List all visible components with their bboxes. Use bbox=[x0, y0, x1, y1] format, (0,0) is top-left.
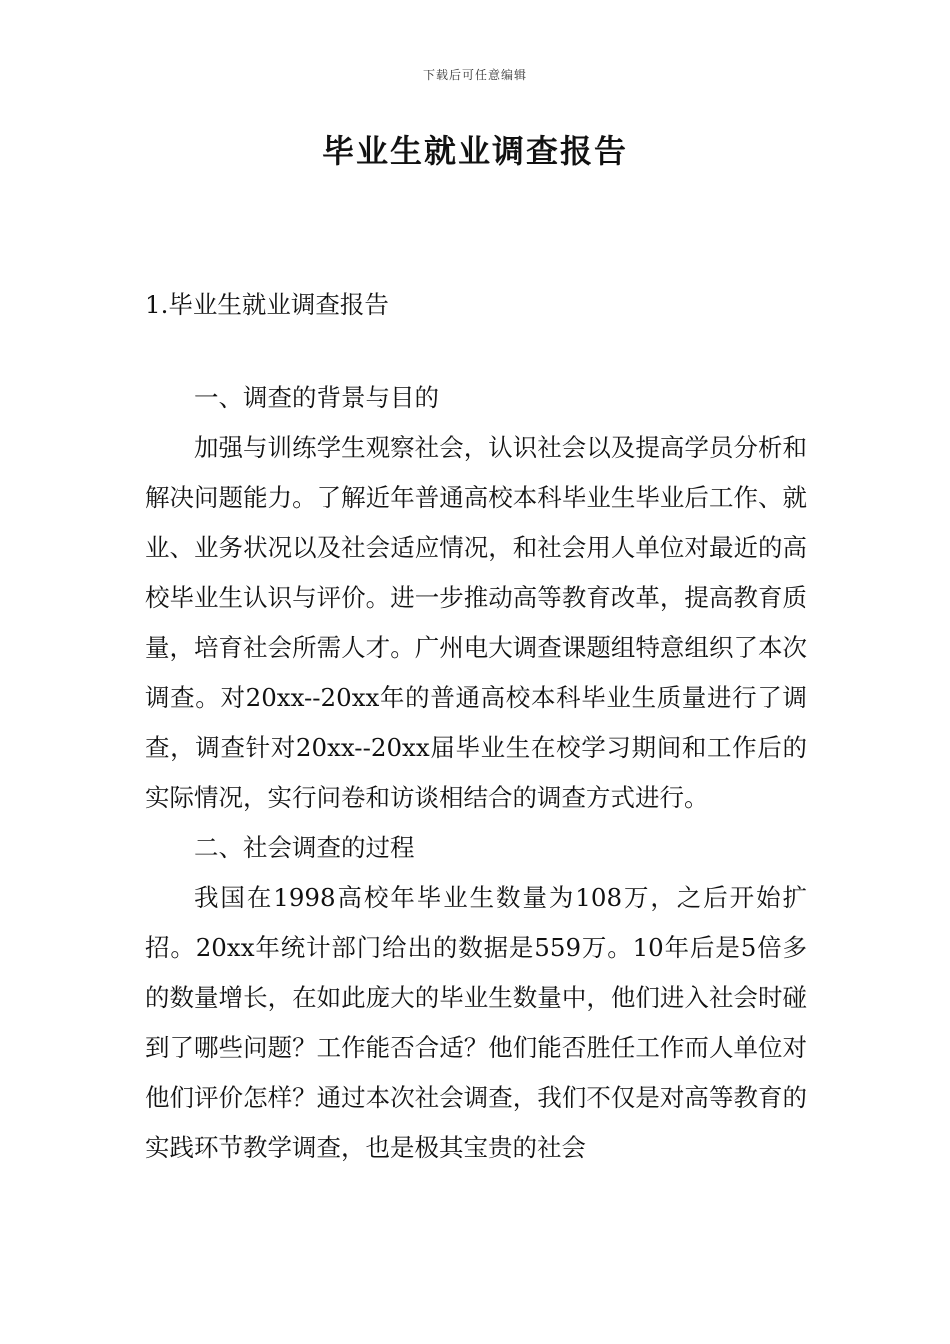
document-body bbox=[145, 373, 807, 1173]
paragraph-background: 加强与训练学生观察社会，认识社会以及提高学员分析和解决问题能力。了解近年普通高校本科毕业生毕业后工作、就业、业务状况以及社会适应情况，和社会用人单位对最近的高校毕业生认识与评价。进一步推动高等教育改革，提高教育质量，培育社会所需人才。广州电大调查课题组特意组织了本次调查。对20xx--20xx年的普通高校本科毕业生质量进行了调查，调查针对20xx--20xx届毕业生在校学习期间和工作后的实际情况，实行问卷和访谈相结合的调查方式进行。 bbox=[145, 433, 807, 812]
document-title: 毕业生就业调查报告 bbox=[321, 132, 628, 170]
header-note: 下载后可任意编辑 bbox=[422, 68, 527, 82]
paragraph-process: 我国在1998高校年毕业生数量为108万，之后开始扩招。20xx年统计部门给出的数据是559万。10年后是5倍多的数量增长，在如此庞大的毕业生数量中，他们进入社会时碰到了哪些问题？工作能否合适？他们能否胜任工作而人单位对他们评价怎样？通过本次社会调查，我们不仅是对高等教育的实践环节教学调查，也是极其宝贵的社会 bbox=[145, 883, 807, 1162]
section-title: 1.毕业生就业调查报告 bbox=[145, 290, 389, 319]
heading-survey-process: 二、社会调查的过程 bbox=[194, 833, 415, 862]
heading-background-purpose: 一、调查的背景与目的 bbox=[194, 383, 439, 412]
